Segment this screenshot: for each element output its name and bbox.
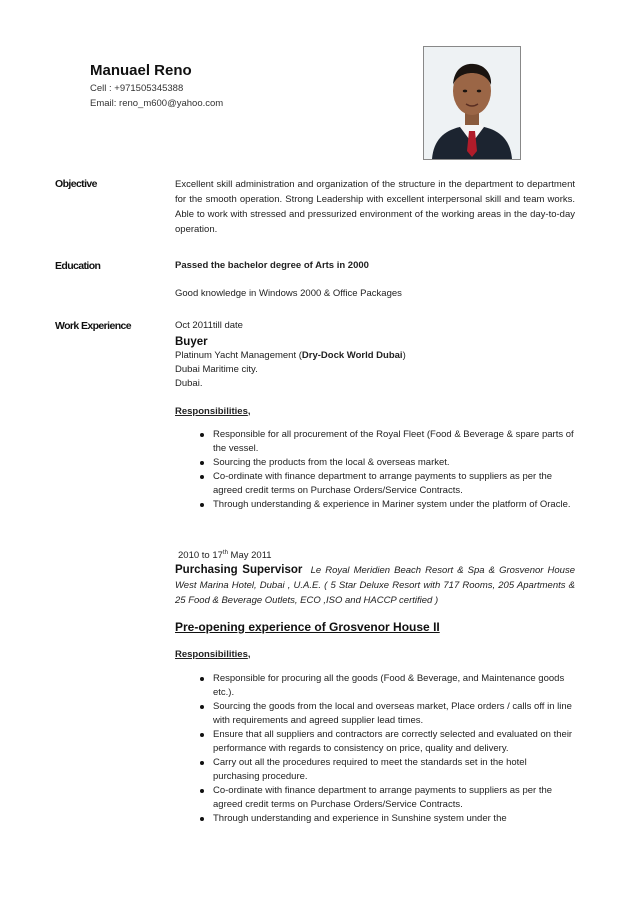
person-portrait-icon: [424, 47, 520, 159]
candidate-name: Manuael Reno: [90, 62, 192, 79]
job1-title: Buyer: [175, 336, 208, 348]
list-item: Through understanding and experience in Sunshine system under the: [175, 812, 575, 826]
preopening-heading: Pre-opening experience of Grosvenor House II: [175, 620, 440, 634]
job1-location2: Dubai.: [175, 378, 203, 389]
job2-responsibilities-list: [175, 672, 575, 826]
objective-label: Objective: [55, 178, 97, 190]
list-item: Co-ordinate with finance department to arrange payments to suppliers as per the agreed credit terms on Purchase Orders/Service Contracts.: [175, 784, 575, 812]
work-experience-label: Work Experience: [55, 320, 132, 332]
cell-number: Cell : +971505345388: [90, 83, 184, 94]
list-item: Through understanding & experience in Mariner system under the platform of Oracle.: [175, 498, 575, 512]
list-item: Sourcing the products from the local & overseas market.: [175, 456, 575, 470]
education-label: Education: [55, 260, 101, 272]
job1-dates: Oct 2011till date: [175, 320, 243, 331]
list-item: Sourcing the goods from the local and overseas market, Place orders / calls off in line with requirements and agreed supplier lead times.: [175, 700, 575, 728]
job2-responsibilities-heading: Responsibilities,: [175, 649, 251, 660]
email-address: Email: reno_m600@yahoo.com: [90, 98, 224, 109]
list-item: Responsible for all procurement of the Royal Fleet (Food & Beverage & spare parts of the vessel.: [175, 428, 575, 456]
job1-responsibilities-heading: Responsibilities,: [175, 406, 251, 417]
list-item: Ensure that all suppliers and contractors are correctly selected and evaluated on their performance with regards to consistency on price, quality and delivery.: [175, 728, 575, 756]
list-item: Carry out all the procedures required to meet the standards set in the hotel purchasing procedure.: [175, 756, 575, 784]
list-item: Co-ordinate with finance department to arrange payments to suppliers as per the agreed credit terms on Purchase Orders/Service Contracts.: [175, 470, 575, 498]
job-buyer: [175, 319, 575, 512]
education-knowledge: Good knowledge in Windows 2000 & Office Packages: [175, 288, 402, 299]
objective-text: Excellent skill administration and organization of the structure in the department to department for the smooth operation. Strong Leadership with excellent interpersonal skill and team works. Able to work with stressed and pressurized environment of the working areas in the day-to-day operation.: [175, 179, 575, 235]
profile-photo: [423, 46, 521, 160]
job2-heading: Purchasing Supervisor Le Royal Meridien Beach Resort & Spa & Grosvenor House West Marina Hotel, Dubai , U.A.E. ( 5 Star Deluxe Resort with 717 Rooms, 205 Apartments & 25 Food & Beverage Outlets, ECO ,ISO and HACCP certified ): [175, 564, 575, 606]
education-degree: Passed the bachelor degree of Arts in 2000: [175, 260, 369, 271]
job1-responsibilities-list: [175, 428, 575, 512]
job1-location1: Dubai Maritime city.: [175, 364, 258, 375]
job-purchasing-supervisor: [175, 549, 575, 826]
job1-company: Platinum Yacht Management (Dry-Dock World Dubai): [175, 350, 406, 361]
job2-dates: 2010 to 17th May 2011: [178, 549, 272, 561]
list-item: Responsible for procuring all the goods (Food & Beverage, and Maintenance goods etc.).: [175, 672, 575, 700]
